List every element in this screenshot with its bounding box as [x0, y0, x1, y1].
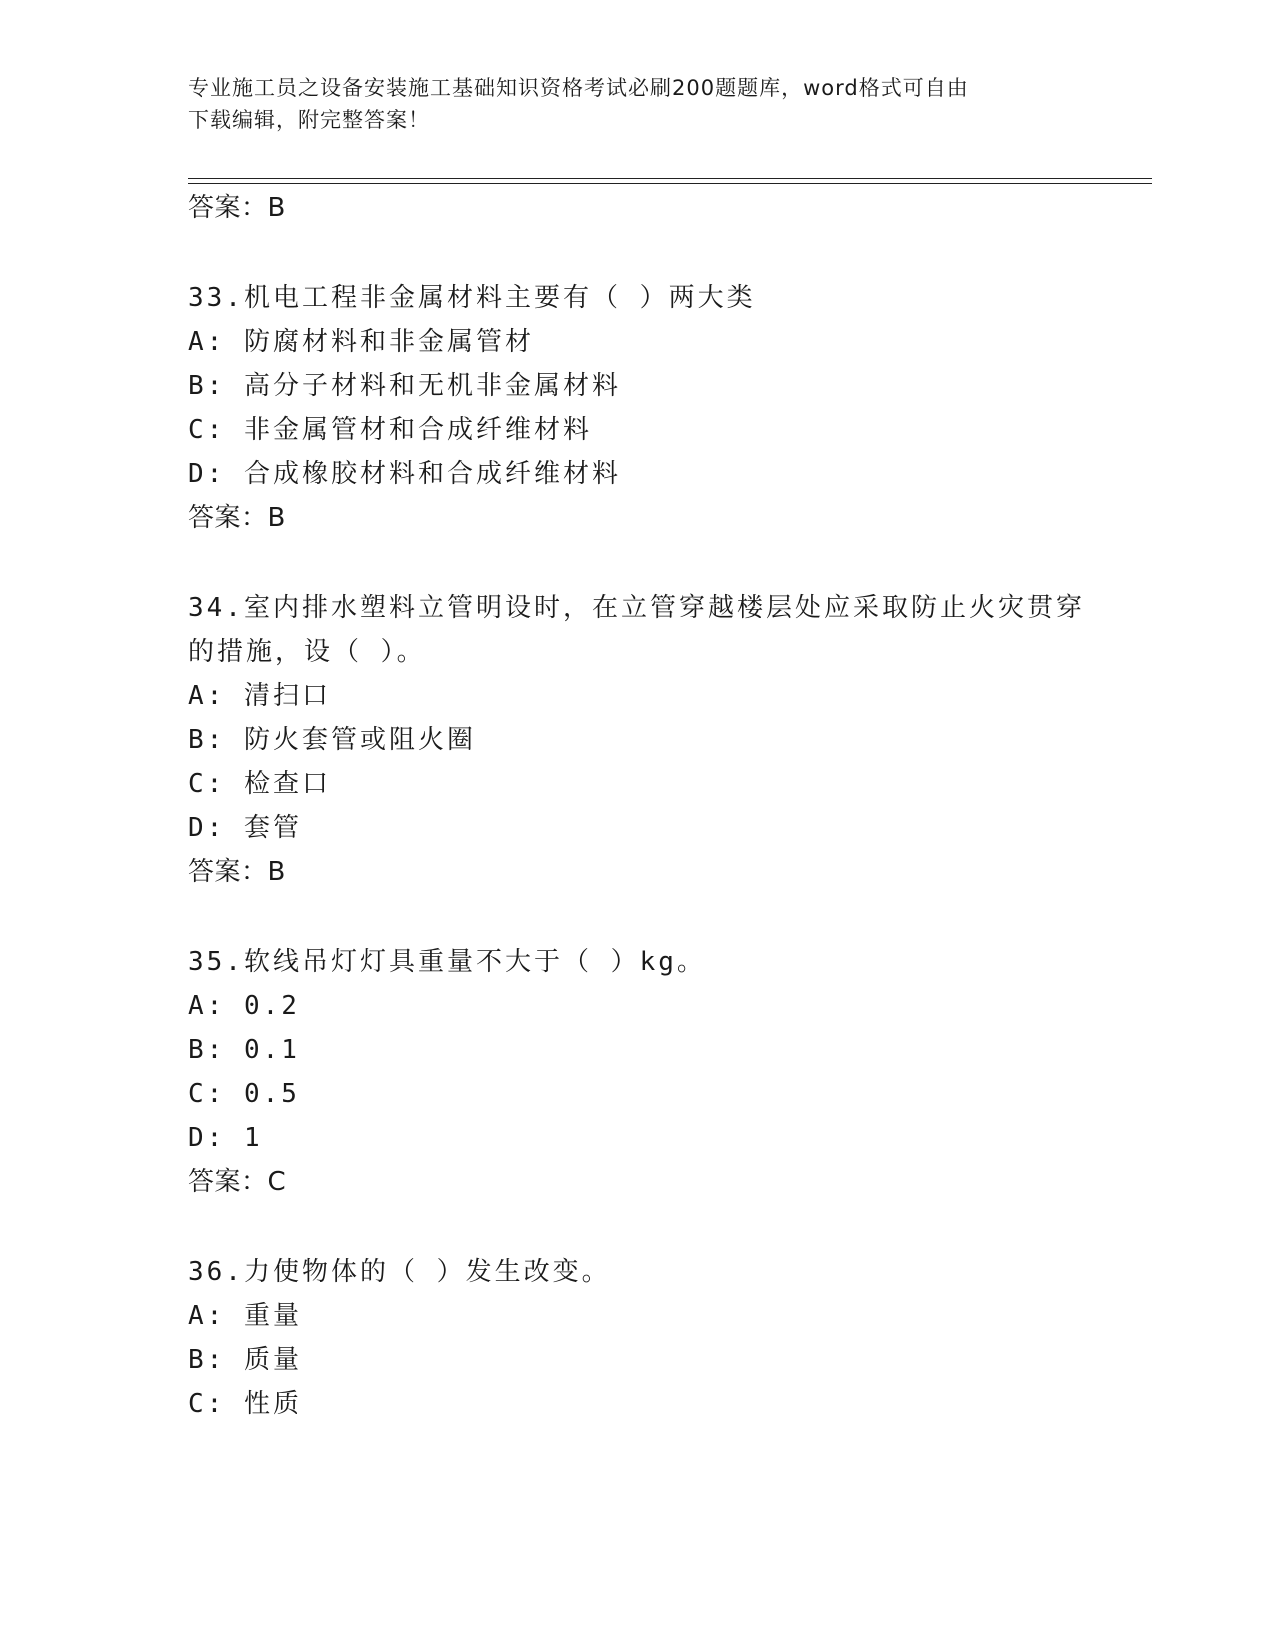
question-33-option-d: D: 合成橡胶材料和合成纤维材料 — [188, 459, 621, 489]
question-33-stem: 33.机电工程非金属材料主要有（ ）两大类 — [188, 283, 756, 313]
question-34-option-b: B: 防火套管或阻火圈 — [188, 725, 476, 755]
answer-35: 答案：C — [188, 1167, 287, 1197]
question-35-option-a: A: 0.2 — [188, 991, 300, 1021]
question-36-stem: 36.力使物体的（ ）发生改变。 — [188, 1257, 611, 1287]
question-33-option-c: C: 非金属管材和合成纤维材料 — [188, 415, 592, 445]
question-34-option-a: A: 清扫口 — [188, 681, 331, 711]
question-33-option-b: B: 高分子材料和无机非金属材料 — [188, 371, 621, 401]
question-35-option-b: B: 0.1 — [188, 1035, 300, 1065]
question-34-stem-line-2: 的措施，设（ ）。 — [188, 637, 426, 667]
question-36-option-b: B: 质量 — [188, 1345, 302, 1375]
header-divider-bottom — [188, 183, 1152, 184]
answer-34: 答案：B — [188, 857, 286, 887]
question-35-stem: 35.软线吊灯灯具重量不大于（ ）kg。 — [188, 947, 706, 977]
question-35-option-c: C: 0.5 — [188, 1079, 300, 1109]
question-34-stem-line-1: 34.室内排水塑料立管明设时，在立管穿越楼层处应采取防止火灾贯穿 — [188, 593, 1085, 623]
answer-33: 答案：B — [188, 503, 286, 533]
question-36-option-c: C: 性质 — [188, 1389, 302, 1419]
question-36-option-a: A: 重量 — [188, 1301, 302, 1331]
question-34-option-c: C: 检查口 — [188, 769, 331, 799]
header-title-line-2: 下载编辑，附完整答案！ — [188, 108, 430, 132]
header-divider-top — [188, 178, 1152, 179]
header-title-line-1: 专业施工员之设备安装施工基础知识资格考试必刷200题题库，word格式可自由 — [188, 76, 969, 100]
question-35-option-d: D: 1 — [188, 1123, 263, 1153]
answer-32: 答案：B — [188, 193, 286, 223]
question-33-option-a: A: 防腐材料和非金属管材 — [188, 327, 534, 357]
question-34-option-d: D: 套管 — [188, 813, 302, 843]
